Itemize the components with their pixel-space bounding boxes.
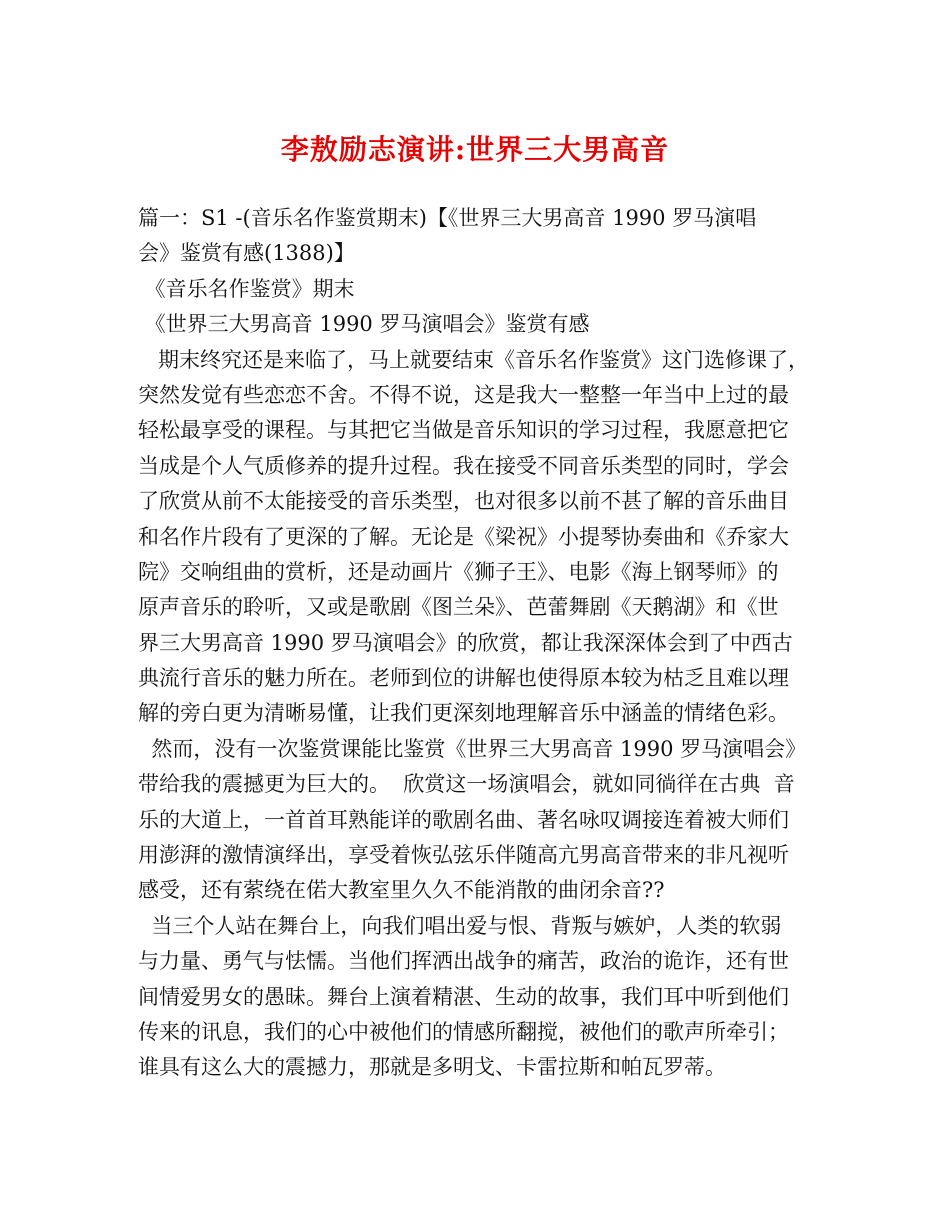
text-line: 然而，没有一次鉴赏课能比鉴赏《世界三大男高音 1990 罗马演唱会》 [138,736,807,761]
text-line: 期末终究还是来临了，马上就要结束《音乐名作鉴赏》这门选修课了， [138,347,810,372]
text-line: 乐的大道上，一首首耳熟能详的歌剧名曲、著名咏叹调接连着被大师们 [138,807,789,832]
text-line: 带给我的震撼更为巨大的。 欣赏这一场演唱会，就如同徜徉在古典 音 [138,772,795,797]
text-line: 谁具有这么大的震撼力，那就是多明戈、卡雷拉斯和帕瓦罗蒂。 [138,1055,726,1080]
document-body [138,201,818,1086]
text-line: 突然发觉有些恋恋不舍。不得不说，这是我大一整整一年当中上过的最 [138,382,789,407]
text-line: 典流行音乐的魅力所在。老师到位的讲解也使得原本较为枯乏且难以理 [138,666,789,691]
text-line: 《世界三大男高音 1990 罗马演唱会》鉴赏有感 [138,312,590,337]
text-line: 原声音乐的聆听，又或是歌剧《图兰朵》、芭蕾舞剧《天鹅湖》和《世 [138,595,779,620]
text-line: 界三大男高音 1990 罗马演唱会》的欣赏，都让我深深体会到了中西古 [138,630,793,655]
text-line: 解的旁白更为清晰易懂，让我们更深刻地理解音乐中涵盖的情绪色彩。 [138,701,789,726]
text-line: 轻松最享受的课程。与其把它当做是音乐知识的学习过程，我愿意把它 [138,418,789,443]
text-line: 感受，还有萦绕在偌大教室里久久不能消散的曲闭余音?? [138,878,665,903]
text-line: 院》交响组曲的赏析，还是动画片《狮子王》、电影《海上钢琴师》的 [138,559,779,584]
document-title: 李敖励志演讲:世界三大男高音 [280,133,670,166]
text-line: 间情爱男女的愚昧。舞台上演着精湛、生动的故事，我们耳中听到他们 [138,984,789,1009]
text-line: 《音乐名作鉴赏》期末 [138,276,355,301]
text-line: 与力量、勇气与怯懦。当他们挥洒出战争的痛苦，政治的诡诈，还有世 [138,949,789,974]
text-line: 和名作片段有了更深的了解。无论是《梁祝》小提琴协奏曲和《乔家大 [138,524,789,549]
text-line: 会》鉴赏有感(1388)】 [138,241,355,266]
text-line: 传来的讯息，我们的心中被他们的情感所翻搅，被他们的歌声所牵引； [138,1019,789,1044]
text-line: 篇一：S1 -(音乐名作鉴赏期末)【《世界三大男高音 1990 罗马演唱 [138,206,757,230]
text-line: 当成是个人气质修养的提升过程。我在接受不同音乐类型的同时，学会 [138,453,789,478]
text-line: 了欣赏从前不太能接受的音乐类型，也对很多以前不甚了解的音乐曲目 [138,489,789,514]
text-line: 用澎湃的激情演绎出，享受着恢弘弦乐伴随高亢男高音带来的非凡视听 [138,843,789,868]
text-line: 当三个人站在舞台上，向我们唱出爱与恨、背叛与嫉妒，人类的软弱 [138,913,782,938]
